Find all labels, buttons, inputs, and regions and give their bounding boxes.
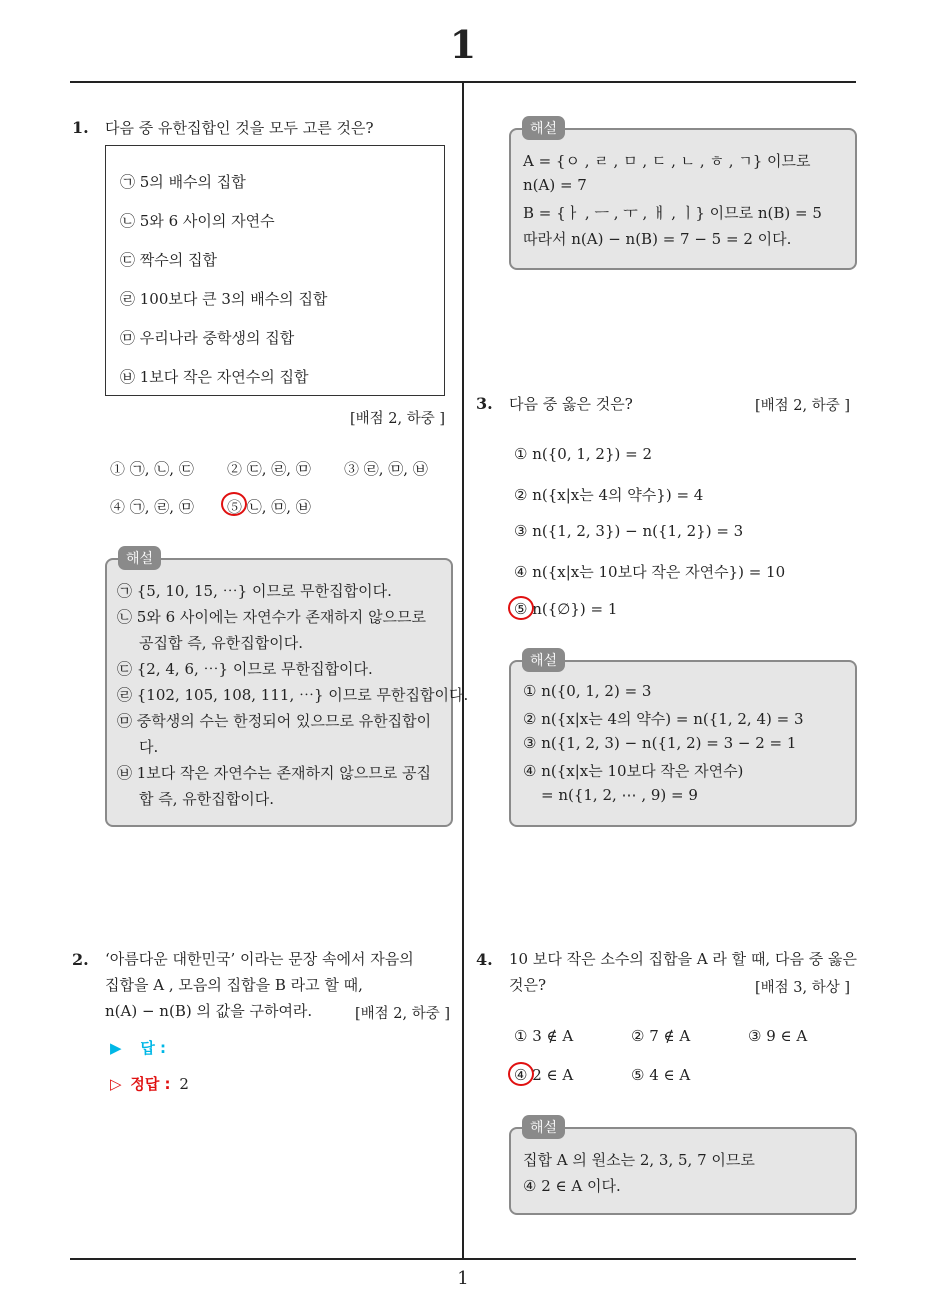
q2-answer-label: 답 : bbox=[140, 1039, 167, 1057]
outline-play-icon: ▷ bbox=[110, 1075, 122, 1093]
q1-score: [배점 2, 하중 ] bbox=[350, 411, 446, 427]
q1-explanation-line: 다. bbox=[139, 738, 159, 756]
q2-correct-value: 2 bbox=[179, 1075, 189, 1093]
q4-explanation-tag: 해설 bbox=[522, 1115, 565, 1139]
q1-answer-circle bbox=[221, 492, 247, 516]
q2-score: [배점 2, 하중 ] bbox=[355, 1006, 451, 1022]
q1-explanation-line: 공집합 즉, 유한집합이다. bbox=[139, 634, 303, 652]
q1-option[interactable]: ① ㉠, ㉡, ㉢ bbox=[110, 460, 194, 478]
q3-explanation-line: ② n({x|x는 4의 약수) = n({1, 2, 4) = 3 bbox=[523, 710, 804, 728]
q1-item: ㉥ 1보다 작은 자연수의 집합 bbox=[120, 368, 309, 386]
q3-option[interactable]: ⑤ n({∅}) = 1 bbox=[514, 600, 618, 618]
q1-explanation-tag: 해설 bbox=[118, 546, 161, 570]
q4-question-line: 것은? bbox=[509, 976, 547, 994]
q1-option[interactable]: ⑤ ㉡, ㉤, ㉥ bbox=[227, 498, 311, 516]
q2-correct-row bbox=[110, 1073, 189, 1094]
q3-explanation-tag: 해설 bbox=[522, 648, 565, 672]
q4-option[interactable]: ⑤ 4 ∈ A bbox=[631, 1066, 691, 1084]
q1-choice-box bbox=[105, 145, 445, 396]
q1-explanation-line: ㉢ {2, 4, 6, ⋯} 이므로 무한집합이다. bbox=[117, 660, 373, 678]
q1-explanation-line: 합 즉, 유한집합이다. bbox=[139, 790, 274, 808]
q3-number: 3. bbox=[476, 394, 493, 413]
q4-option[interactable]: ④ 2 ∈ A bbox=[514, 1066, 574, 1084]
q2-explanation-line: B = {ㅏ , ㅡ , ㅜ , ㅐ , ㅣ} 이므로 n(B) = 5 bbox=[523, 204, 822, 222]
q3-question: 다음 중 옳은 것은? bbox=[509, 395, 633, 413]
q3-score: [배점 2, 하중 ] bbox=[755, 398, 851, 414]
q3-answer-circle bbox=[508, 596, 534, 620]
q2-question-line: ‘아름다운 대한민국’ 이라는 문장 속에서 자음의 bbox=[105, 950, 414, 968]
column-divider bbox=[462, 82, 464, 1260]
q1-item: ㉡ 5와 6 사이의 자연수 bbox=[120, 212, 275, 230]
q3-option[interactable]: ④ n({x|x는 10보다 작은 자연수}) = 10 bbox=[514, 563, 786, 581]
q1-explanation-line: ㉣ {102, 105, 108, 111, ⋯} 이므로 무한집합이다. bbox=[117, 686, 469, 704]
q3-option[interactable]: ① n({0, 1, 2}) = 2 bbox=[514, 445, 653, 463]
q1-option[interactable]: ② ㉢, ㉣, ㉤ bbox=[227, 460, 311, 478]
q1-question: 다음 중 유한집합인 것을 모두 고른 것은? bbox=[105, 119, 374, 137]
q1-explanation-line: ㉠ {5, 10, 15, ⋯} 이므로 무한집합이다. bbox=[117, 582, 392, 600]
q4-explanation-line: 집합 A 의 원소는 2, 3, 5, 7 이므로 bbox=[523, 1151, 755, 1169]
q1-item: ㉣ 100보다 큰 3의 배수의 집합 bbox=[120, 290, 328, 308]
play-icon: ▶ bbox=[110, 1039, 122, 1057]
q1-explanation-line: ㉤ 중학생의 수는 한정되어 있으므로 유한집합이 bbox=[117, 712, 432, 730]
q3-explanation-line: ④ n({x|x는 10보다 작은 자연수) bbox=[523, 762, 744, 780]
q4-score: [배점 3, 하상 ] bbox=[755, 980, 851, 996]
footer-divider bbox=[70, 1258, 856, 1260]
q4-option[interactable]: ③ 9 ∈ A bbox=[748, 1027, 808, 1045]
q1-explanation-box bbox=[105, 558, 469, 827]
q3-explanation-box bbox=[509, 660, 857, 827]
q2-explanation-line: 따라서 n(A) − n(B) = 7 − 5 = 2 이다. bbox=[523, 230, 792, 248]
q2-question-line: 집합을 A , 모음의 집합을 B 라고 할 때, bbox=[105, 976, 363, 994]
q4-answer-circle bbox=[508, 1062, 534, 1086]
q4-option[interactable]: ② 7 ∉ A bbox=[631, 1027, 691, 1045]
page-title: 1 bbox=[449, 22, 477, 67]
q1-option[interactable]: ③ ㉣, ㉤, ㉥ bbox=[344, 460, 428, 478]
q1-number: 1. bbox=[72, 118, 89, 137]
q1-option[interactable]: ④ ㉠, ㉣, ㉤ bbox=[110, 498, 194, 516]
q1-item: ㉢ 짝수의 집합 bbox=[120, 251, 217, 269]
q2-explanation-line: A = {ㅇ , ㄹ , ㅁ , ㄷ , ㄴ , ㅎ , ㄱ} 이므로 bbox=[523, 152, 811, 170]
q1-explanation-line: ㉡ 5와 6 사이에는 자연수가 존재하지 않으므로 bbox=[117, 608, 427, 626]
q1-item: ㉤ 우리나라 중학생의 집합 bbox=[120, 329, 295, 347]
q2-correct-label: 정답 : bbox=[130, 1075, 171, 1093]
q3-option[interactable]: ② n({x|x는 4의 약수}) = 4 bbox=[514, 486, 704, 504]
q1-explanation-line: ㉥ 1보다 작은 자연수는 존재하지 않으므로 공집 bbox=[117, 764, 431, 782]
q4-explanation-line: ④ 2 ∈ A 이다. bbox=[523, 1177, 621, 1195]
q1-item: ㉠ 5의 배수의 집합 bbox=[120, 173, 246, 191]
q3-option[interactable]: ③ n({1, 2, 3}) − n({1, 2}) = 3 bbox=[514, 522, 744, 540]
q2-explanation-box bbox=[509, 128, 857, 270]
q3-explanation-line: ③ n({1, 2, 3) − n({1, 2) = 3 − 2 = 1 bbox=[523, 734, 797, 752]
q2-question-line: n(A) − n(B) 의 값을 구하여라. bbox=[105, 1002, 313, 1020]
q3-explanation-line: ① n({0, 1, 2) = 3 bbox=[523, 682, 652, 700]
q2-answer-row[interactable] bbox=[110, 1037, 166, 1058]
q4-option[interactable]: ① 3 ∉ A bbox=[514, 1027, 574, 1045]
q2-explanation-tag: 해설 bbox=[522, 116, 565, 140]
q2-number: 2. bbox=[72, 950, 89, 969]
footer-page-number: 1 bbox=[457, 1268, 469, 1289]
q3-explanation-line: = n({1, 2, ⋯ , 9) = 9 bbox=[541, 786, 698, 804]
q4-question-line: 10 보다 작은 소수의 집합을 A 라 할 때, 다음 중 옳은 bbox=[509, 950, 857, 968]
q4-number: 4. bbox=[476, 950, 493, 969]
q2-explanation-line: n(A) = 7 bbox=[523, 176, 587, 194]
q4-explanation-box bbox=[509, 1127, 857, 1215]
